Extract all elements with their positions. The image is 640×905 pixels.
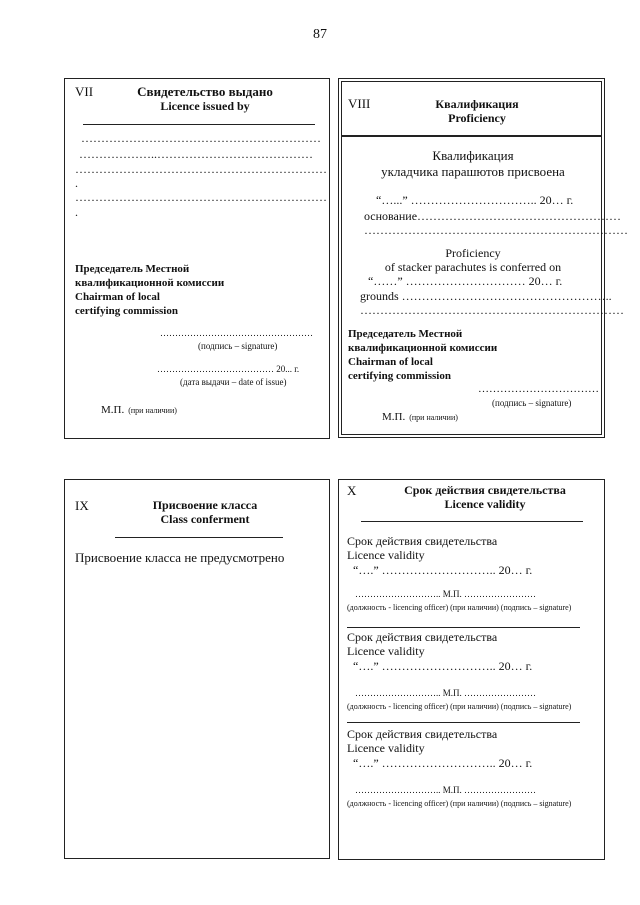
proficiency-date-en: “……” ………………………… 20… г. <box>368 274 563 288</box>
issuer-line-3: ……………………………………………………… <box>75 162 327 176</box>
stamp-label: М.П. <box>101 404 125 416</box>
section-title-en: Licence issued by <box>160 99 250 113</box>
officer-signature-labels: (должность - licencing officer) (при наличии) (подпись – signature) <box>347 702 572 711</box>
chairman-label-en-1: Chairman of local <box>75 291 160 303</box>
section-title-ru: Присвоение класса <box>152 498 258 512</box>
officer-signature-line: ……………………….. М.П. …………………… <box>355 589 537 599</box>
grounds-line-ru: основание…………………………………………… <box>364 209 622 223</box>
section-title-ru: Свидетельство выдано <box>137 84 273 99</box>
title-underline <box>83 124 315 125</box>
validity-entry <box>339 534 604 634</box>
validity-label-en: Licence validity <box>347 741 425 755</box>
validity-date: “….” ……………………….. 20… г. <box>353 756 533 770</box>
entry-divider <box>347 722 580 723</box>
validity-label-en: Licence validity <box>347 548 425 562</box>
chairman-label-en-2: certifying commission <box>75 305 178 317</box>
section-numeral: X <box>347 483 357 498</box>
section-title-en: Class conferment <box>160 512 250 526</box>
date-of-issue-line: ………………………………… 20... г. <box>157 364 300 374</box>
signature-label: (подпись – signature) <box>492 398 572 408</box>
title-underline <box>115 537 283 538</box>
proficiency-text-en: of stacker parachutes is conferred on <box>384 260 562 274</box>
stamp-place <box>382 407 458 425</box>
chairman-label-ru-2: квалификационной комиссии <box>75 277 225 289</box>
qualification-text-ru: укладчика парашютов присвоена <box>381 164 565 179</box>
stamp-place <box>101 400 177 418</box>
chairman-label-ru-1: Председатель Местной <box>75 263 190 275</box>
section-numeral: IX <box>75 498 89 513</box>
validity-entry <box>339 630 604 730</box>
page-number: 87 <box>313 27 327 42</box>
validity-date: “….” ……………………….. 20… г. <box>353 659 533 673</box>
issuer-line-2: ………………..………………………………… <box>79 147 313 161</box>
qualification-date-ru: “…...” ………………………….. 20… г. <box>376 193 574 207</box>
chairman-label-en-1: Chairman of local <box>348 356 433 368</box>
section-title-ru: Срок действия свидетельства <box>404 483 566 497</box>
inner-frame <box>341 81 628 435</box>
signature-line: …………………………………………… <box>160 328 313 338</box>
validity-label-en: Licence validity <box>347 644 425 658</box>
entry-divider <box>347 627 580 628</box>
officer-signature-line: ……………………….. М.П. …………………… <box>355 785 537 795</box>
validity-label-ru: Срок действия свидетельства <box>347 727 498 741</box>
validity-entry <box>339 727 604 837</box>
section-numeral: VII <box>75 84 94 99</box>
title-divider <box>342 135 601 137</box>
section-vii-licence-issued <box>64 78 330 439</box>
grounds-line-en-cont: ………………………………………………………… <box>360 303 624 317</box>
officer-signature-labels: (должность - licencing officer) (при наличии) (подпись – signature) <box>347 603 572 612</box>
stamp-note: (при наличии) <box>409 413 458 422</box>
qualification-heading-ru: Квалификация <box>432 148 514 163</box>
stamp-label: М.П. <box>382 411 406 423</box>
section-ix-class-conferment <box>64 479 330 859</box>
issuer-line-5: ……………………………………………………… <box>75 190 327 204</box>
section-numeral: VIII <box>348 96 371 111</box>
section-title-en: Licence validity <box>444 497 526 511</box>
grounds-line-en: grounds …………………………………………….. <box>360 289 612 303</box>
issuer-line-6: . <box>75 205 78 219</box>
section-viii-proficiency <box>338 78 628 438</box>
section-title-en: Proficiency <box>448 111 506 125</box>
validity-label-ru: Срок действия свидетельства <box>347 534 498 548</box>
title-underline <box>361 521 583 522</box>
proficiency-heading-en: Proficiency <box>445 246 501 260</box>
date-of-issue-label: (дата выдачи – date of issue) <box>180 377 287 387</box>
section-x-licence-validity <box>338 479 605 860</box>
issuer-line-4: . <box>75 176 78 190</box>
section-title-ru: Квалификация <box>435 97 519 111</box>
stamp-note: (при наличии) <box>128 406 177 415</box>
officer-signature-labels: (должность - licencing officer) (при наличии) (подпись – signature) <box>347 799 572 808</box>
officer-signature-line: ……………………….. М.П. …………………… <box>355 688 537 698</box>
grounds-line-ru-cont: ………………………………………………………… <box>364 223 628 237</box>
chairman-label-ru-2: квалификационной комиссии <box>348 342 498 354</box>
validity-date: “….” ……………………….. 20… г. <box>353 563 533 577</box>
chairman-label-ru-1: Председатель Местной <box>348 328 463 340</box>
signature-line: …………………………… <box>478 383 599 395</box>
signature-label: (подпись – signature) <box>198 341 278 351</box>
chairman-label-en-2: certifying commission <box>348 370 451 382</box>
issuer-line-1: …………………………………………………… <box>81 131 321 145</box>
validity-label-ru: Срок действия свидетельства <box>347 630 498 644</box>
class-conferment-note: Присвоение класса не предусмотрено <box>75 550 285 565</box>
